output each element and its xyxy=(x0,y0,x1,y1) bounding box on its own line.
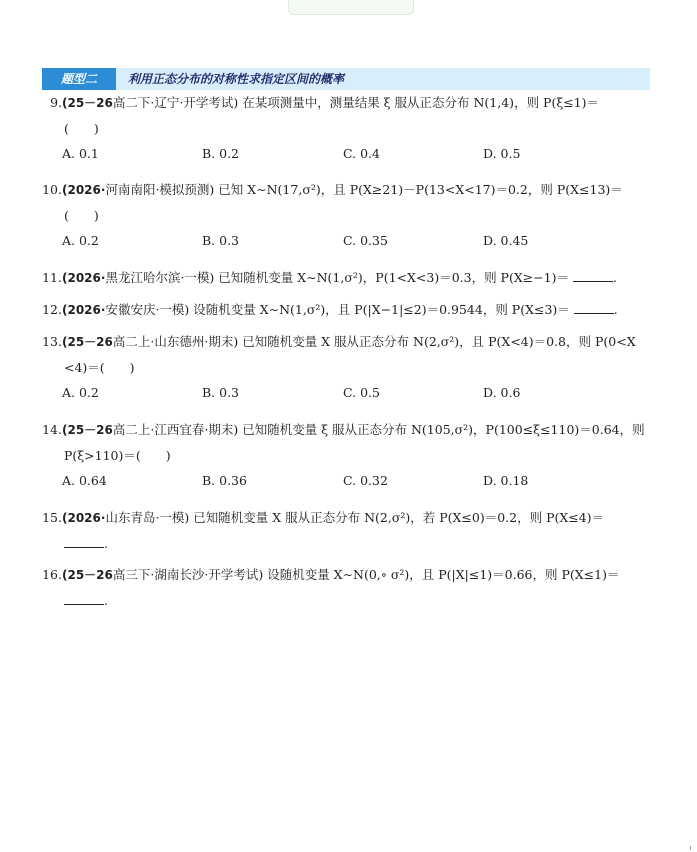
option-a[interactable]: A. 0.2 xyxy=(62,385,99,400)
option-d[interactable]: D. 0.6 xyxy=(483,385,521,400)
option-a[interactable]: A. 0.1 xyxy=(62,146,99,161)
question-source: (2026· xyxy=(62,303,106,317)
question-16 xyxy=(42,562,652,613)
option-c[interactable]: C. 0.35 xyxy=(343,233,388,248)
question-text: 黑龙江哈尔滨·一模) 已知随机变量 X∼N(1,σ²)，P(1<X<3)＝0.3，则 P(X≥−1)＝ xyxy=(105,270,570,285)
period: . xyxy=(613,270,617,285)
question-text-cont: <4)＝( ) xyxy=(64,360,135,375)
question-source: (2026· xyxy=(62,183,106,197)
period: . xyxy=(104,593,108,608)
question-12 xyxy=(42,297,652,323)
question-number: 16. xyxy=(42,567,62,582)
options-row xyxy=(42,468,652,493)
answer-blank[interactable] xyxy=(64,535,104,548)
question-14 xyxy=(42,417,652,493)
option-a[interactable]: A. 0.64 xyxy=(62,473,107,488)
answer-blank[interactable] xyxy=(64,592,104,605)
page-corner-mark xyxy=(690,846,691,850)
question-text-cont: ( ) xyxy=(64,208,99,223)
question-text-cont: ( ) xyxy=(64,121,99,136)
option-b[interactable]: B. 0.36 xyxy=(202,473,247,488)
question-text: 高二上·江西宜春·期末) 已知随机变量 ξ 服从正态分布 N(105,σ²)，P(100≤ξ≤110)＝0.64，则 xyxy=(112,422,645,437)
question-9 xyxy=(42,90,652,166)
question-10 xyxy=(42,177,652,253)
option-d[interactable]: D. 0.5 xyxy=(483,146,521,161)
question-text: 河南南阳·模拟预测) 已知 X∼N(17,σ²)，且 P(X≥21)－P(13<X<17)＝0.2，则 P(X≤13)＝ xyxy=(105,182,623,197)
section-title: 利用正态分布的对称性求指定区间的概率 xyxy=(128,72,345,86)
question-text: 高三下·湖南长沙·开学考试) 设随机变量 X∼N(0,∘ σ²)，且 P(|X|≤1)＝0.66，则 P(X≤1)＝ xyxy=(112,567,620,582)
option-c[interactable]: C. 0.32 xyxy=(343,473,388,488)
question-source: (25－26 xyxy=(62,568,113,582)
question-13 xyxy=(42,329,652,405)
question-source: (2026· xyxy=(62,511,106,525)
question-number: 12. xyxy=(42,302,62,317)
question-text: 高二下·辽宁·开学考试) 在某项测量中，测量结果 ξ 服从正态分布 N(1,4)，则 P(ξ≤1)＝ xyxy=(112,95,600,110)
option-d[interactable]: D. 0.18 xyxy=(483,473,529,488)
question-source: (2026· xyxy=(62,271,106,285)
option-c[interactable]: C. 0.4 xyxy=(343,146,380,161)
section-tag: 题型二 xyxy=(42,68,116,90)
question-text: 高二上·山东德州·期末) 已知随机变量 X 服从正态分布 N(2,σ²)，且 P(X<4)＝0.8，则 P(0<X xyxy=(112,334,636,349)
options-row xyxy=(42,141,652,166)
question-number: 14. xyxy=(42,422,62,437)
question-source: (25－26 xyxy=(62,423,113,437)
option-b[interactable]: B. 0.3 xyxy=(202,385,240,400)
options-row xyxy=(42,228,652,253)
question-11 xyxy=(42,265,652,291)
question-source: (25－26 xyxy=(62,335,113,349)
question-number: 10. xyxy=(42,182,62,197)
question-number: 9. xyxy=(50,95,62,110)
period: . xyxy=(104,536,108,551)
question-number: 11. xyxy=(42,270,62,285)
question-text: 安徽安庆·一模) 设随机变量 X∼N(1,σ²)，且 P(|X−1|≤2)＝0.9544，则 P(X≤3)＝ xyxy=(105,302,570,317)
section-header xyxy=(42,68,650,90)
options-row xyxy=(42,380,652,405)
option-c[interactable]: C. 0.5 xyxy=(343,385,380,400)
option-b[interactable]: B. 0.3 xyxy=(202,233,240,248)
question-source: (25－26 xyxy=(62,96,113,110)
question-number: 13. xyxy=(42,334,62,349)
option-b[interactable]: B. 0.2 xyxy=(202,146,240,161)
question-text: 山东青岛·一模) 已知随机变量 X 服从正态分布 N(2,σ²)，若 P(X≤0)＝0.2，则 P(X≤4)＝ xyxy=(105,510,605,525)
answer-blank[interactable] xyxy=(573,269,613,282)
period: . xyxy=(613,302,618,317)
header-tab xyxy=(288,0,414,15)
option-a[interactable]: A. 0.2 xyxy=(62,233,99,248)
option-d[interactable]: D. 0.45 xyxy=(483,233,529,248)
answer-blank[interactable] xyxy=(574,301,614,314)
question-text-cont: P(ξ>110)＝( ) xyxy=(64,448,171,463)
question-number: 15. xyxy=(42,510,62,525)
question-15 xyxy=(42,505,652,556)
